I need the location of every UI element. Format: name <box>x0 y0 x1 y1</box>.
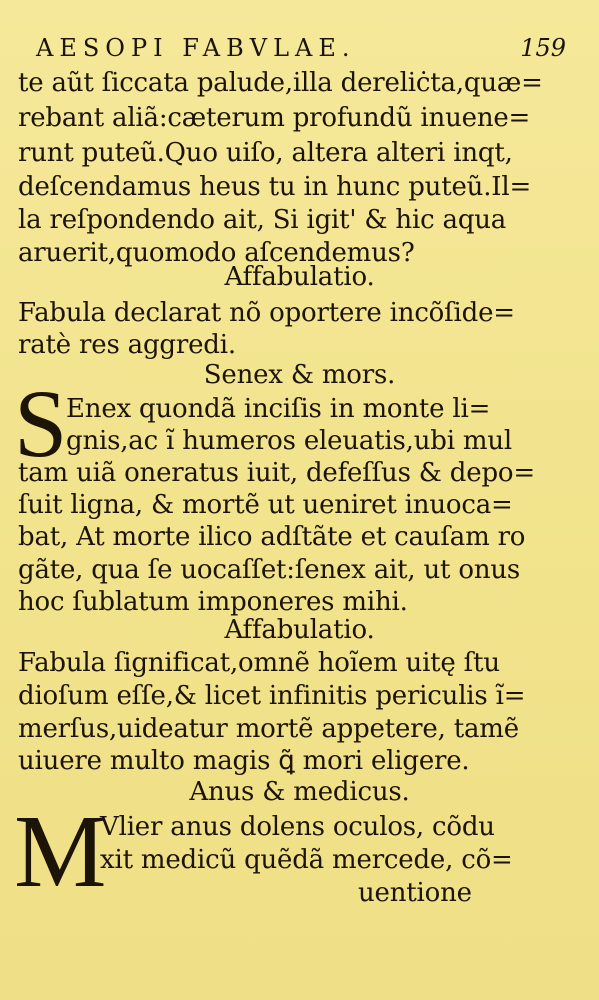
text-line: runt puteũ.Quo uiſo, altera alteri inqt, <box>18 138 513 168</box>
catchword: uentione <box>358 878 472 908</box>
section-heading: Affabulatio. <box>224 262 375 292</box>
text-line: gãte, qua ſe uocaſſet:ſenex ait, ut onus <box>18 555 521 585</box>
text-line: aruerit,quomodo aſcendemus? <box>18 238 415 268</box>
text-line: xit medicũ quẽdã mercede, cõ= <box>100 845 513 875</box>
text-line: bat, At morte ilico adſtãte et cauſam ro <box>18 522 526 552</box>
drop-cap: S <box>14 370 68 477</box>
text-line: ratè res aggredi. <box>18 330 236 360</box>
text-line: Fabula declarat nõ oportere incõſide= <box>18 298 515 328</box>
text-line: deſcendamus heus tu in hunc puteũ.Il= <box>18 172 532 202</box>
running-title: AESOPI FABVLAE. <box>36 34 356 62</box>
page-number: 159 <box>520 34 566 62</box>
text-line: ſuit ligna, & mortẽ ut ueniret inuoca= <box>18 490 513 520</box>
text-line: Fabula ſignificat,omnẽ hoĩem uitę ſtu <box>18 648 500 678</box>
page-header <box>36 34 566 64</box>
text-line: Vlier anus dolens oculos, cõdu <box>100 812 495 842</box>
text-line: la reſpondendo ait, Si igit' & hic aqua <box>18 205 507 235</box>
text-line: gnis,ac ĩ humeros eleuatis,ubi mul <box>66 426 513 456</box>
fable-title: Senex & mors. <box>203 360 396 390</box>
text-line: uiuere multo magis ꝗ̃ mori eligere. <box>18 746 470 776</box>
text-line: dioſum eſſe,& licet infinitis periculis ĩ= <box>18 681 526 711</box>
text-line: tam uiã oneratus iuit, defeſſus & depo= <box>18 458 535 488</box>
fable-title: Anus & medicus. <box>189 777 410 807</box>
text-line: te aũt ſiccata palude,illa dereliċta,quæ= <box>18 68 543 98</box>
section-heading: Affabulatio. <box>224 615 375 645</box>
text-line: Enex quondã inciſis in monte li= <box>66 394 491 424</box>
text-line: hoc ſublatum imponeres mihi. <box>18 587 408 617</box>
text-line: rebant aliã:cæterum profundũ inuene= <box>18 103 531 133</box>
drop-cap: M <box>14 794 107 909</box>
text-line: merſus,uideatur mortẽ appetere, tamẽ <box>18 714 519 744</box>
